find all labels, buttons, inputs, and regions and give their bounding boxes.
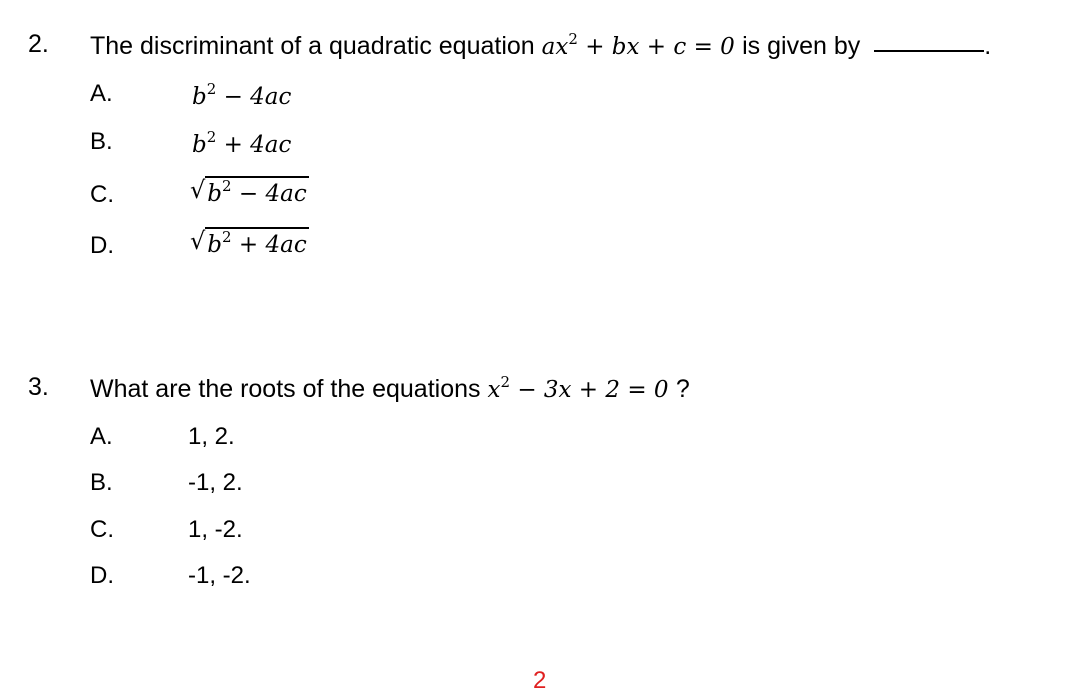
question-3-number: 3.: [28, 373, 49, 401]
square-root-icon: √ $b^2 - 4ac$: [190, 176, 307, 207]
question-3-option-d: -1, -2.: [188, 562, 251, 589]
question-3-option-a: 1, 2.: [188, 423, 235, 450]
question-2-option-b: $b^2 + 4ac$: [192, 128, 292, 158]
question-2-option-c-letter: C.: [90, 181, 114, 208]
question-2-option-a: $b^2 - 4ac$: [192, 80, 292, 110]
page-number: 2: [533, 667, 547, 694]
question-3-option-c: 1, -2.: [188, 516, 243, 543]
question-3-text-before: What are the roots of the equations: [90, 375, 481, 403]
question-2-equation: $ax^2$ + bx + c = 0: [541, 30, 735, 60]
question-2-option-d: [190, 227, 309, 258]
question-3-text: [90, 373, 690, 404]
question-3-option-d-letter: D.: [90, 562, 114, 589]
question-2-text-after: is given by: [742, 32, 861, 60]
question-3-option-b: -1, 2.: [188, 469, 243, 496]
question-3-equation: $x^2 - 3x + 2 = 0$: [487, 373, 669, 403]
answer-blank: [874, 49, 984, 52]
question-3-option-b-letter: B.: [90, 469, 113, 496]
question-3-option-c-letter: C.: [90, 516, 114, 543]
square-root-icon: √ $b^2 + 4ac$: [190, 227, 307, 258]
question-2-option-d-letter: D.: [90, 232, 114, 259]
question-2-option-b-letter: B.: [90, 128, 113, 155]
question-3-text-after: ?: [675, 375, 690, 403]
question-2-text: [90, 30, 991, 61]
question-2-number: 2.: [28, 30, 49, 58]
question-3-option-a-letter: A.: [90, 423, 113, 450]
question-2-trailing: .: [984, 32, 992, 60]
question-2-text-before: The discriminant of a quadratic equation: [90, 32, 535, 60]
question-2-option-c: [190, 176, 309, 207]
question-2-option-a-letter: A.: [90, 80, 113, 107]
